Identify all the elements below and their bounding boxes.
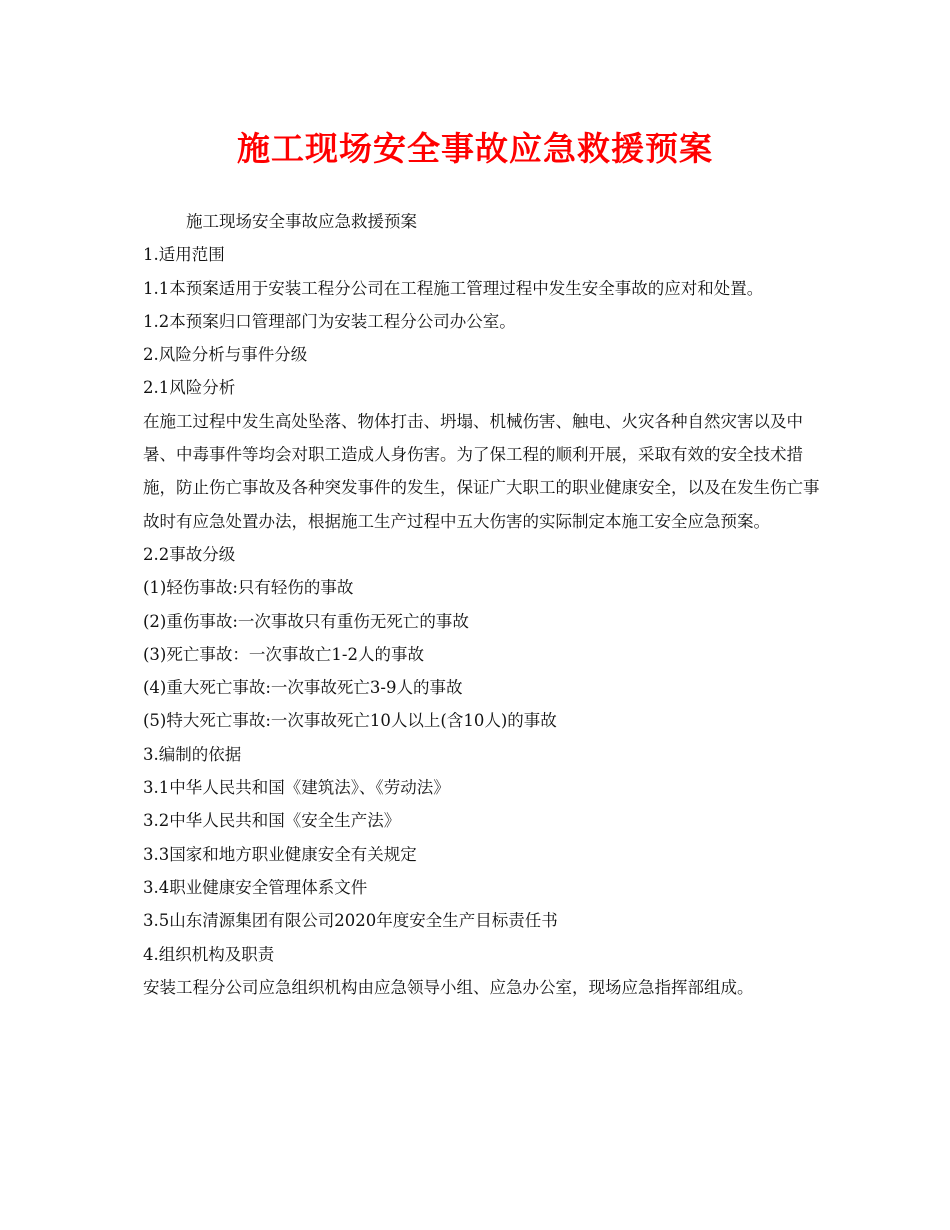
paragraph: 1.1本预案适用于安装工程分公司在工程施工管理过程中发生安全事故的应对和处置。 xyxy=(143,278,764,298)
list-item: (4)重大死亡事故:一次事故死亡3-9人的事故 xyxy=(143,678,463,698)
document-title: 施工现场安全事故应急救援预案 xyxy=(237,129,713,168)
list-item: 3.2中华人民共和国《安全生产法》 xyxy=(143,811,401,831)
paragraph: 安装工程分公司应急组织机构由应急领导小组、应急办公室，现场应急指挥部组成。 xyxy=(143,977,754,997)
subsection-heading: 2.2事故分级 xyxy=(143,544,236,564)
section-heading: 3.编制的依据 xyxy=(143,744,242,764)
list-item: 3.5山东清源集团有限公司2020年度安全生产目标责任书 xyxy=(143,911,558,931)
list-item: (2)重伤事故:一次事故只有重伤无死亡的事故 xyxy=(143,611,469,631)
section-heading: 1.适用范围 xyxy=(143,245,225,265)
list-item: (5)特大死亡事故:一次事故死亡10人以上(含10人)的事故 xyxy=(143,711,557,731)
document-body xyxy=(143,205,833,1004)
list-item: (1)轻伤事故:只有轻伤的事故 xyxy=(143,578,354,598)
paragraph: 在施工过程中发生高处坠落、物体打击、坍塌、机械伤害、触电、火灾各种自然灾害以及中暑、中毒事件等均会对职工造成人身伤害。为了保工程的顺利开展，采取有效的安全技术措施，防止伤亡事故及各种突发事件的发生，保证广大职工的职业健康安全，以及在发生伤亡事故时有应急处置办法，根据施工生产过程中五大伤害的实际制定本施工安全应急预案。 xyxy=(143,411,820,531)
subsection-heading: 2.1风险分析 xyxy=(143,378,236,398)
subtitle-paragraph: 施工现场安全事故应急救援预案 xyxy=(186,212,417,231)
list-item: 3.3国家和地方职业健康安全有关规定 xyxy=(143,844,417,864)
list-item: (3)死亡事故：一次事故亡1-2人的事故 xyxy=(143,644,424,664)
list-item: 3.1中华人民共和国《建筑法》、《劳动法》 xyxy=(143,778,450,798)
paragraph: 1.2本预案归口管理部门为安装工程分公司办公室。 xyxy=(143,311,516,331)
section-heading: 2.风险分析与事件分级 xyxy=(143,345,308,365)
list-item: 3.4职业健康安全管理体系文件 xyxy=(143,877,368,897)
section-heading: 4.组织机构及职责 xyxy=(143,944,275,964)
